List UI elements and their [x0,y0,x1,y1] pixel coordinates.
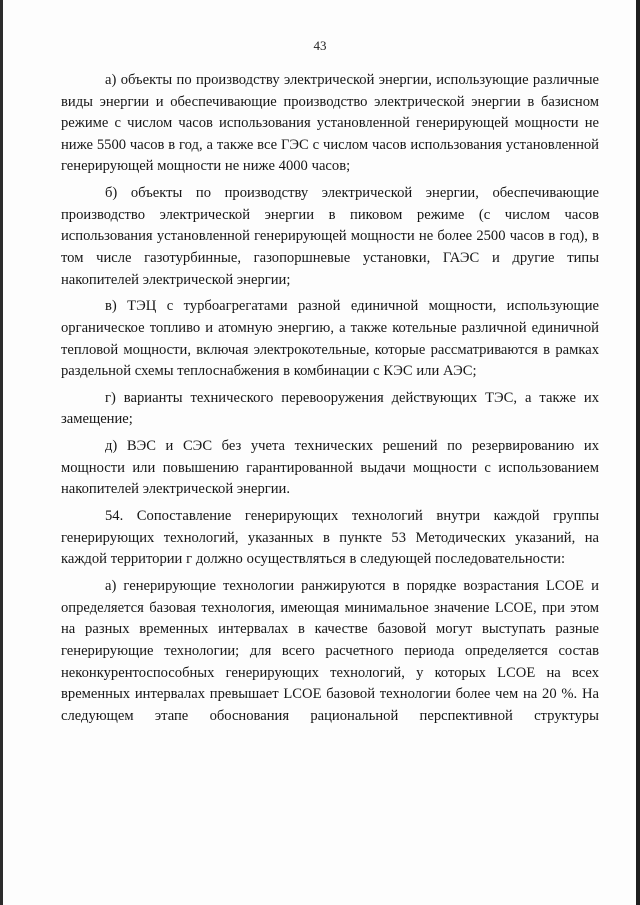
scan-edge-left [0,0,3,905]
paragraph-a-base-load: а) объекты по производству электрической энергии, использующие различные виды энергии и обеспечивающие производство электрической энергии в базисном режиме с числом часов использования установленной генерирующей мощности не ниже 5500 часов в год, а также все ГЭС с числом часов использования установленной генерирующей мощности не ниже 4000 часов; [61,72,599,175]
paragraph-54-comparison: 54. Сопоставление генерирующих технологий внутри каждой группы генерирующих технологий, указанных в пункте 53 Методических указаний, на каждой территории г должно осуществляться в следующей последовательности: [61,508,599,568]
paragraph-v-chp: в) ТЭЦ с турбоагрегатами разной единичной мощности, использующие органическое топливо и атомную энергию, а также котельные различной единичной тепловой мощности, включая электрокотельные, которые рассматриваются в рамках раздельной схемы теплоснабжения в комбинации с КЭС или АЭС; [61,298,599,380]
paragraph-d-wind-solar: д) ВЭС и СЭС без учета технических решений по резервированию их мощности или повышению гарантированной выдачи мощности с использованием накопителей электрической энергии. [61,438,599,498]
scan-edge-right [636,0,640,905]
page-number: 43 [313,38,327,53]
paragraph-g-modernization: г) варианты технического перевооружения действующих ТЭС, а также их замещение; [61,389,599,428]
paragraph-b-peak-load: б) объекты по производству электрической энергии, обеспечивающие производство электрической энергии в пиковом режиме (с числом часов использования установленной генерирующей мощности не более 2500 часов в год), в том числе газотурбинные, газопоршневые установки, ГАЭС и другие типы накопителей электрической энергии; [61,185,599,288]
document-body [61,70,599,733]
paragraph-a-ranking: а) генерирующие технологии ранжируются в порядке возрастания LCOE и определяется базовая технология, имеющая минимальное значение LCOE, при этом на разных временных интервалах в качестве базовой могут выступать разные генерирующие технологии; для всего расчетного периода определяется состав неконкурентоспособных генерирующих технологий, у которых LCOE на всех временных интервалах превышает LCOE базовой технологии более чем на 20 %. На следующем этапе обоснования рациональной перспективной структуры [61,578,599,724]
